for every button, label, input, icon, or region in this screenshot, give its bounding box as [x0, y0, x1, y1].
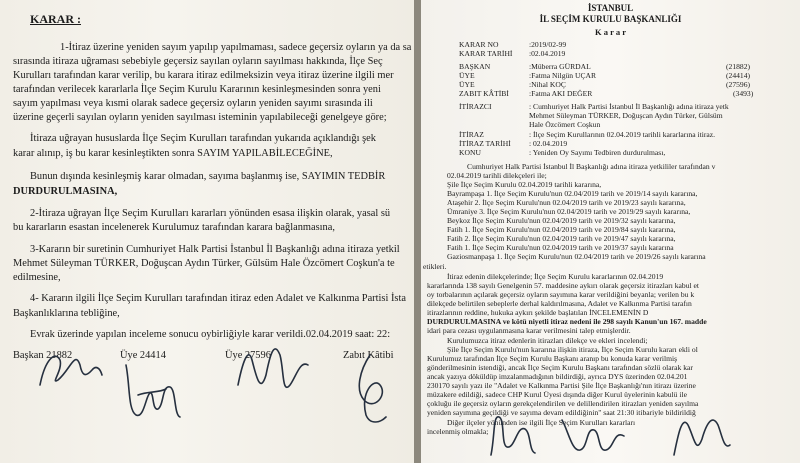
- body-line: ancak yazıya döküldüp imzalanmadığının bildirdiği, ayrıca DYS üzerinden 02.04.201: [427, 372, 688, 381]
- body-line: Ataşehir 2. İlçe Seçim Kurulu'nun 02.04/2019 tarih ve 2019/23 sayılı kararına,: [447, 198, 686, 207]
- left-line: İtiraza uğrayan hususlarda İlçe Seçim Kurulları tarafından yukarıda açıklandığı şek: [30, 133, 376, 144]
- header-city: İSTANBUL: [587, 3, 634, 13]
- meta-label: ZABIT KÂTİBİ: [459, 89, 509, 98]
- body-line: çokluğu ile geçersiz oyların gerekçelendirilen ve delillendirilen itirazları yeniden sayılma: [427, 399, 699, 408]
- signer-label: Üye 27596: [225, 350, 271, 361]
- body-line: oy torbalarının açılarak geçersiz oyların sayımına karar verildiğini beyanla; verilen bu k: [427, 290, 695, 299]
- itirazci-line: : Cumhuriyet Halk Partisi İstanbul İl Başkanlığı adına itiraza yetk: [529, 102, 729, 111]
- body-line: Şile İlçe Seçim Kurulu'nun kararına ilişkin itiraza, İlçe Seçim Kurulu kararı ekli ol: [447, 345, 698, 354]
- body-line: dilekçede belirtilen sebeplerle derhal kaldırılmasına, Adalet ve Kalkınma Partisi tarafın: [427, 299, 692, 308]
- signature-right-2: [556, 400, 636, 463]
- meta-label: ÜYE: [459, 80, 475, 89]
- meta-value: :2019/02-99: [529, 40, 567, 49]
- body-line: Şile İlçe Seçim Kurulu 02.04.2019 tarihli kararına,: [447, 180, 602, 189]
- body-line: kararlarında 138 sayılı Genelgenin 57. maddesine aykırı olarak geçersiz itirazları kabul et: [427, 281, 699, 290]
- left-line: 1-İtiraz üzerine yeniden sayım yapılıp yapılmaması, sadece geçersiz oyların ya da sa: [60, 42, 412, 53]
- meta-code: (21882): [726, 62, 751, 71]
- left-line: sayım yapılması veya kısmi olarak sadece geçersiz oyların yeniden sayımı sırasında ili: [13, 98, 373, 109]
- body-line: gönderilmesinin istendiği, ancak İlçe Seçim Kurulu Başkanı tarafından sözlü olarak kar: [427, 363, 693, 372]
- left-line: karar alınıp, iş bu karar kesinleştikten sonra SAYIM YAPILABİLECEĞİNE,: [13, 148, 333, 159]
- body-line: Beykoz İlçe Seçim Kurulu'nun 02.04/2019 tarih ve 2019/32 sayılı kararına,: [447, 216, 676, 225]
- body-line: Fatih 1. İlçe Seçim Kurulu'nun 02.04/2019 tarih ve 2019/37 sayılı kararına: [447, 243, 674, 252]
- left-title: KARAR :: [30, 12, 81, 26]
- meta-label: BAŞKAN: [459, 62, 491, 71]
- meta-code: (24414): [726, 71, 751, 80]
- itiraz-value: : İlçe Seçim Kurullarının 02.04.2019 tarihli kararlarına itiraz.: [529, 130, 715, 139]
- left-line: Evrak üzerinde yapılan inceleme sonucu oybirliğiyle karar verildi.02.04.2019 saat: 22:: [30, 329, 391, 340]
- signature-right-1: [481, 395, 541, 463]
- itiraz-tarihi-label: İTİRAZ TARİHİ: [459, 139, 511, 148]
- left-line: Başkanlıklarına tebliğine,: [13, 308, 120, 319]
- left-line: 2-İtiraza uğrayan İlçe Seçim Kurulları kararları yönünden esasa ilişkin olarak, yasal sü: [30, 208, 391, 219]
- body-line: incelenmiş olmakla;: [427, 427, 489, 436]
- body-line: 02.04.2019 tarihli dilekçeleri ile;: [447, 171, 547, 180]
- body-line: 230170 sayılı yazı ile "Adalet ve Kalkınma Partisi Şile İlçe Başkanlığı'nın itirazı üzerine: [427, 381, 696, 390]
- itiraz-tarihi-value: : 02.04.2019: [529, 139, 568, 148]
- meta-label: KARAR TARİHİ: [459, 49, 513, 58]
- signature-uye-1: [118, 355, 198, 435]
- document-title: K a r a r: [594, 27, 626, 37]
- signer-label: Üye 24414: [120, 350, 166, 361]
- meta-value: :Fatma Nilgün UÇAR: [529, 71, 597, 80]
- meta-value: :02.04.2019: [529, 49, 566, 58]
- signer-label: Başkan 21882: [13, 350, 73, 361]
- itirazci-label: İTİRAZCI: [459, 102, 492, 111]
- left-line: Kurulları tarafından karar verilip, bu karara itiraz edilmeksizin veya itiraz üzerine ilgili mer: [13, 70, 394, 81]
- meta-value: :Müberra GÜRDAL: [529, 62, 591, 71]
- header-institution: İL SEÇİM KURULU BAŞKANLIĞI: [539, 14, 682, 24]
- signature-right-3: [666, 395, 736, 463]
- body-line: yeniden sayımına geçildiği ve sayıma devam edildiğinin" saat 21:30 itibariyle bildirildiğ: [427, 408, 696, 417]
- left-line: Mehmet Süleyman TÜRKER, Doğuşcan Aydın Türker, Gülsüm Hale Özcömert Coşkun'a te: [13, 258, 395, 269]
- left-line: sırasında itiraza uğraması sebebiyle geçersiz sayılan oyların sayılması hakkında, İlçe Seç: [13, 56, 383, 67]
- body-line: müzakere edildiği, sadece CHP Kurul Üyesi dışında diğer Kurul üyelerinin kabulü ile: [427, 390, 687, 399]
- meta-value: :Nihal KOÇ: [529, 80, 566, 89]
- meta-code: (27596): [726, 80, 751, 89]
- body-line: Bayrampaşa 1. İlçe Seçim Kurulu'nun 02.04/2019 tarih ve 2019/14 sayılı kararına,: [447, 189, 698, 198]
- body-line: Gaziosmanpaşa 1. İlçe Seçim Kurulu'nun 02.04/2019 tarih ve 2019/26 sayılı kararına: [447, 252, 706, 261]
- body-line: Diğer ilçeler yönünden ise ilgili İlçe Seçim Kurulları kararları: [447, 418, 636, 427]
- konu-label: KONU: [459, 148, 481, 157]
- left-line: tarafından verilecek kararlarla İlçe Seçim Kurulu Kararının kesinleşmesinden sonra yeni: [13, 84, 381, 95]
- left-line: bu kararların esastan incelenerek Kurulumuz tarafından karara bağlanmasına,: [13, 222, 335, 233]
- body-line: DURDURULMASINA ve kötü niyetli itiraz nedeni ile 298 sayılı Kanun'un 167. madde: [427, 317, 707, 326]
- meta-code: (3493): [733, 89, 754, 98]
- left-line: 4- Kararın ilgili İlçe Seçim Kurulları tarafından itiraz eden Adalet ve Kalkınma Partisi İsta: [30, 293, 406, 304]
- body-line: etikleri.: [423, 262, 447, 271]
- signer-label: Zabıt Kâtibi: [343, 350, 394, 361]
- signature-zabit-katibi: [330, 345, 410, 435]
- left-line: DURDURULMASINA,: [13, 186, 118, 197]
- signature-baskan: [30, 330, 110, 400]
- body-line: İtiraz edenin dilekçelerinde; İlçe Seçim Kurulu kararlarının 02.04.2019: [447, 272, 664, 281]
- signature-uye-2: [230, 325, 320, 410]
- body-line: idari para cezası uygulanmasına karar verilmesini talep etmişlerdir.: [427, 326, 631, 335]
- body-line: Fatih 2. İlçe Seçim Kurulu'nun 02.04/2019 tarih ve 2019/47 sayılı kararına,: [447, 234, 676, 243]
- left-line: 3-Kararın bir suretinin Cumhuriyet Halk Partisi İstanbul İl Başkanlığı adına itiraza yetkil: [30, 244, 400, 255]
- body-line: Kurulumuzca itiraz edenlerin itirazları dilekçe ve ekleri incelendi;: [447, 336, 648, 345]
- meta-value: :Fatma AKI DEĞER: [529, 89, 593, 98]
- body-line: Kurulumuz tarafından İlçe Seçim Kurulu Başkanı aranıp bu konuda karar verilmiş: [427, 354, 678, 363]
- body-line: Fatih 1. İlçe Seçim Kurulu'nun 02.04/2019 tarih ve 2019/84 sayılı kararına,: [447, 225, 676, 234]
- body-line: Cumhuriyet Halk Partisi İstanbul İl Başkanlığı adına itiraza yetkililer tarafından v: [467, 162, 716, 171]
- meta-label: KARAR NO: [459, 40, 499, 49]
- left-line: Bunun dışında kesinleşmiş karar olmadan, sayıma başlanmış ise, SAYIMIN TEDBİR: [30, 171, 386, 182]
- page-gutter: [414, 0, 421, 463]
- body-line: Ümraniye 3. İlçe Seçim Kurulu'nun 02.04/2019 tarih ve 2019/29 sayılı kararına,: [447, 207, 691, 216]
- itirazci-line: Hale Özcömert Coşkun: [529, 120, 601, 129]
- body-line: itirazlarının reddine, hukuka aykırı şekilde başlatılan İNCELEMENİN D: [427, 308, 649, 317]
- itirazci-line: Mehmet Süleyman TÜRKER, Doğuşcan Aydın Türker, Gülsüm: [529, 111, 723, 120]
- konu-value: : Yeniden Oy Sayımı Tedbiren durdurulması,: [529, 148, 666, 157]
- left-line: üzerine geçerli sayılan oyların yeniden sayılması isteminin yapılabileceği genelgeye göre;: [13, 112, 387, 123]
- meta-label: ÜYE: [459, 71, 475, 80]
- left-line: edilmesine,: [13, 272, 61, 283]
- itiraz-label: İTİRAZ: [459, 130, 484, 139]
- right-document-page: [421, 0, 800, 463]
